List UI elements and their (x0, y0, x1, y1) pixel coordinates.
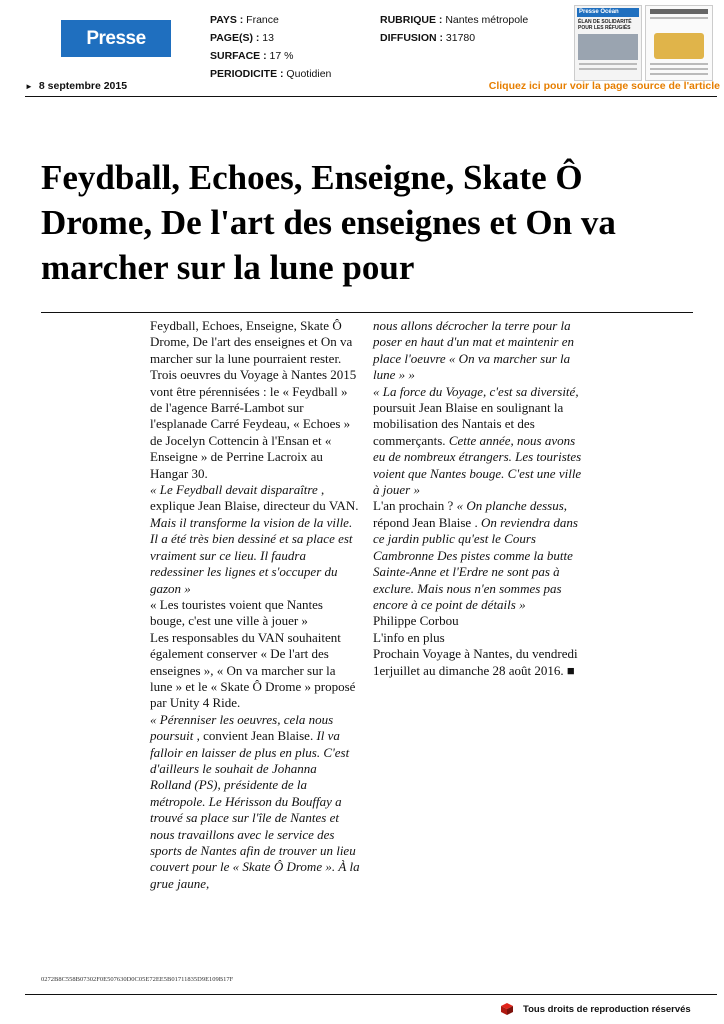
meta-key: PAGE(S) : (210, 32, 260, 44)
meta-key: PAYS : (210, 14, 244, 26)
thumbnail-line (650, 17, 708, 19)
meta-value: 17 % (266, 50, 294, 62)
italic-quote-text: Cette année, nous avons eu de nombreux étrangers. Les touristes voient que Nantes bouge. C'est une ville à jouer » (373, 432, 582, 498)
page-source-thumbnail[interactable] (574, 5, 642, 81)
meta-key: RUBRIQUE : (380, 14, 443, 26)
article-paragraph (150, 482, 360, 597)
body-text: poursuit Jean Blaise en soulignant la mobilisation des Nantais et des commerçants. (373, 400, 564, 448)
body-text: Philippe Corbou (373, 613, 459, 629)
triangle-bullet-icon: ► (25, 82, 33, 91)
thumbnail-logo: Presse Océan (579, 9, 619, 15)
thumbnail-line (579, 63, 637, 65)
article-column-1 (150, 318, 360, 892)
title-divider (41, 312, 693, 313)
meta-row (210, 65, 331, 83)
meta-left (210, 11, 331, 83)
meta-value: France (243, 14, 279, 26)
meta-value: 13 (259, 32, 274, 44)
article-paragraph (373, 318, 583, 384)
article-column-2 (373, 318, 583, 679)
body-text: L'an prochain ? (373, 498, 457, 514)
publication-date (25, 80, 127, 92)
italic-quote-text: Il va falloir en laisser de plus en plus. C'est d'ailleurs le souhait de Johanna Rolland (PS), présidente de la métropole. Le Hérisson du Bouffay a trouvé sa place sur l'île de Nantes et nous travaillons avec le service des sports de Nantes afin de trouver un lieu couvert pour le « Skate Ô Drome ». À la grue jaune, (150, 728, 360, 891)
meta-value: 31780 (443, 32, 476, 44)
article-paragraph (373, 613, 583, 629)
body-text: Trois oeuvres du Voyage à Nantes 2015 vont être pérennisées : le « Feydball » de l'agence Barré-Lambot sur l'esplanade Carré Feydeau, « Echoes » de Jocelyn Cottencin à l'Ensan et « Enseigne » de Perrine Lacroix au Hangar 30. (150, 367, 357, 481)
italic-quote-text: « La force du Voyage, c'est sa diversité, (373, 383, 579, 399)
thumbnail-logo-bar (577, 8, 639, 17)
document-code: 0272B8C558B07302F0E507630D0C05E72EE5B01711835D9E109B17F (41, 976, 234, 983)
thumbnail-line (650, 68, 708, 70)
meta-key: DIFFUSION : (380, 32, 443, 44)
article-paragraph (373, 384, 583, 499)
article-paragraph (373, 498, 583, 613)
body-text: L'info en plus (373, 629, 445, 645)
footer-divider (25, 994, 717, 995)
thumbnail-line (650, 63, 708, 65)
article-paragraph (150, 630, 360, 712)
thumbnail-photo (654, 33, 704, 59)
source-page-link[interactable]: Cliquez ici pour voir la page source de l'article (488, 80, 720, 92)
meta-row (210, 11, 331, 29)
meta-row (380, 11, 528, 29)
italic-quote-text: On reviendra dans ce jardin public qu'est le Cours Cambronne Des pistes comme la butte Sainte-Anne et l'Erdre ne sont pas à exclure. Mais nous n'en sommes pas encore à ce point de détails » (373, 514, 578, 612)
article-paragraph (150, 318, 360, 367)
body-text: , explique Jean Blaise, directeur du VAN. (150, 482, 359, 514)
meta-row (210, 29, 331, 47)
rights-notice: Tous droits de reproduction réservés (523, 1004, 691, 1015)
meta-row (210, 47, 331, 65)
article-title: Feydball, Echoes, Enseigne, Skate Ô Drome, De l'art des enseignes et On va marcher sur la lune pour (41, 158, 616, 287)
cube-logo-icon (500, 1002, 514, 1016)
body-text: Prochain Voyage à Nantes, du vendredi 1erjuillet au dimanche 28 août 2016. ■ (373, 646, 578, 678)
meta-key: PERIODICITE : (210, 68, 284, 80)
article-paragraph (150, 712, 360, 892)
meta-row (380, 29, 528, 47)
body-text: Les responsables du VAN souhaitent également conserver « De l'art des enseignes », « On va marcher sur la lune » et le « Skate Ô Drome » proposé par Unity 4 Ride. (150, 629, 356, 711)
italic-quote-text: nous allons décrocher la terre pour la poser en haut d'un mat et maintenir en place l'oeuvre « On va marcher sur la lune » » (373, 318, 575, 383)
body-text: Feydball, Echoes, Enseigne, Skate Ô Drome, De l'art des enseignes et On va marcher sur la lune pourraient rester. (150, 318, 353, 366)
italic-quote-text: « Pérenniser les oeuvres, cela nous poursuit , (150, 711, 334, 744)
date-text: 8 septembre 2015 (38, 80, 128, 92)
thumbnail-line (650, 73, 708, 75)
meta-right (380, 11, 528, 47)
body-text: « Les touristes voient que Nantes bouge, c'est une ville à jouer » (150, 596, 323, 629)
presse-ocean-logo: Presse Océan (61, 20, 171, 57)
thumbnail-title: ÉLAN DE SOLIDARITÉ POUR LES RÉFUGIÉS (578, 19, 632, 31)
body-text: convient Jean Blaise. (203, 728, 317, 744)
article-paragraph (373, 646, 583, 679)
thumbnail-header (650, 9, 708, 14)
meta-value: Quotidien (283, 68, 332, 80)
article-paragraph (150, 597, 360, 630)
italic-quote-text: Mais il transforme la vision de la ville. Il a été très bien dessiné et sa place est vraiment sur ce lieu. Il faudra redessiner les lignes et s'occuper du gazon » (150, 514, 353, 596)
italic-quote-text: « Le Feydball devait disparaître (150, 482, 322, 498)
meta-key: SURFACE : (210, 50, 267, 62)
body-text: répond Jean Blaise . (373, 514, 481, 530)
page-detail-thumbnail[interactable] (645, 5, 713, 81)
thumbnail-line (579, 68, 637, 70)
article-paragraph (150, 367, 360, 482)
italic-quote-text: « On planche dessus, (456, 498, 568, 514)
thumbnail-photo (578, 34, 638, 60)
header-divider (25, 96, 717, 97)
article-paragraph (373, 630, 583, 646)
meta-value: Nantes métropole (442, 14, 529, 26)
